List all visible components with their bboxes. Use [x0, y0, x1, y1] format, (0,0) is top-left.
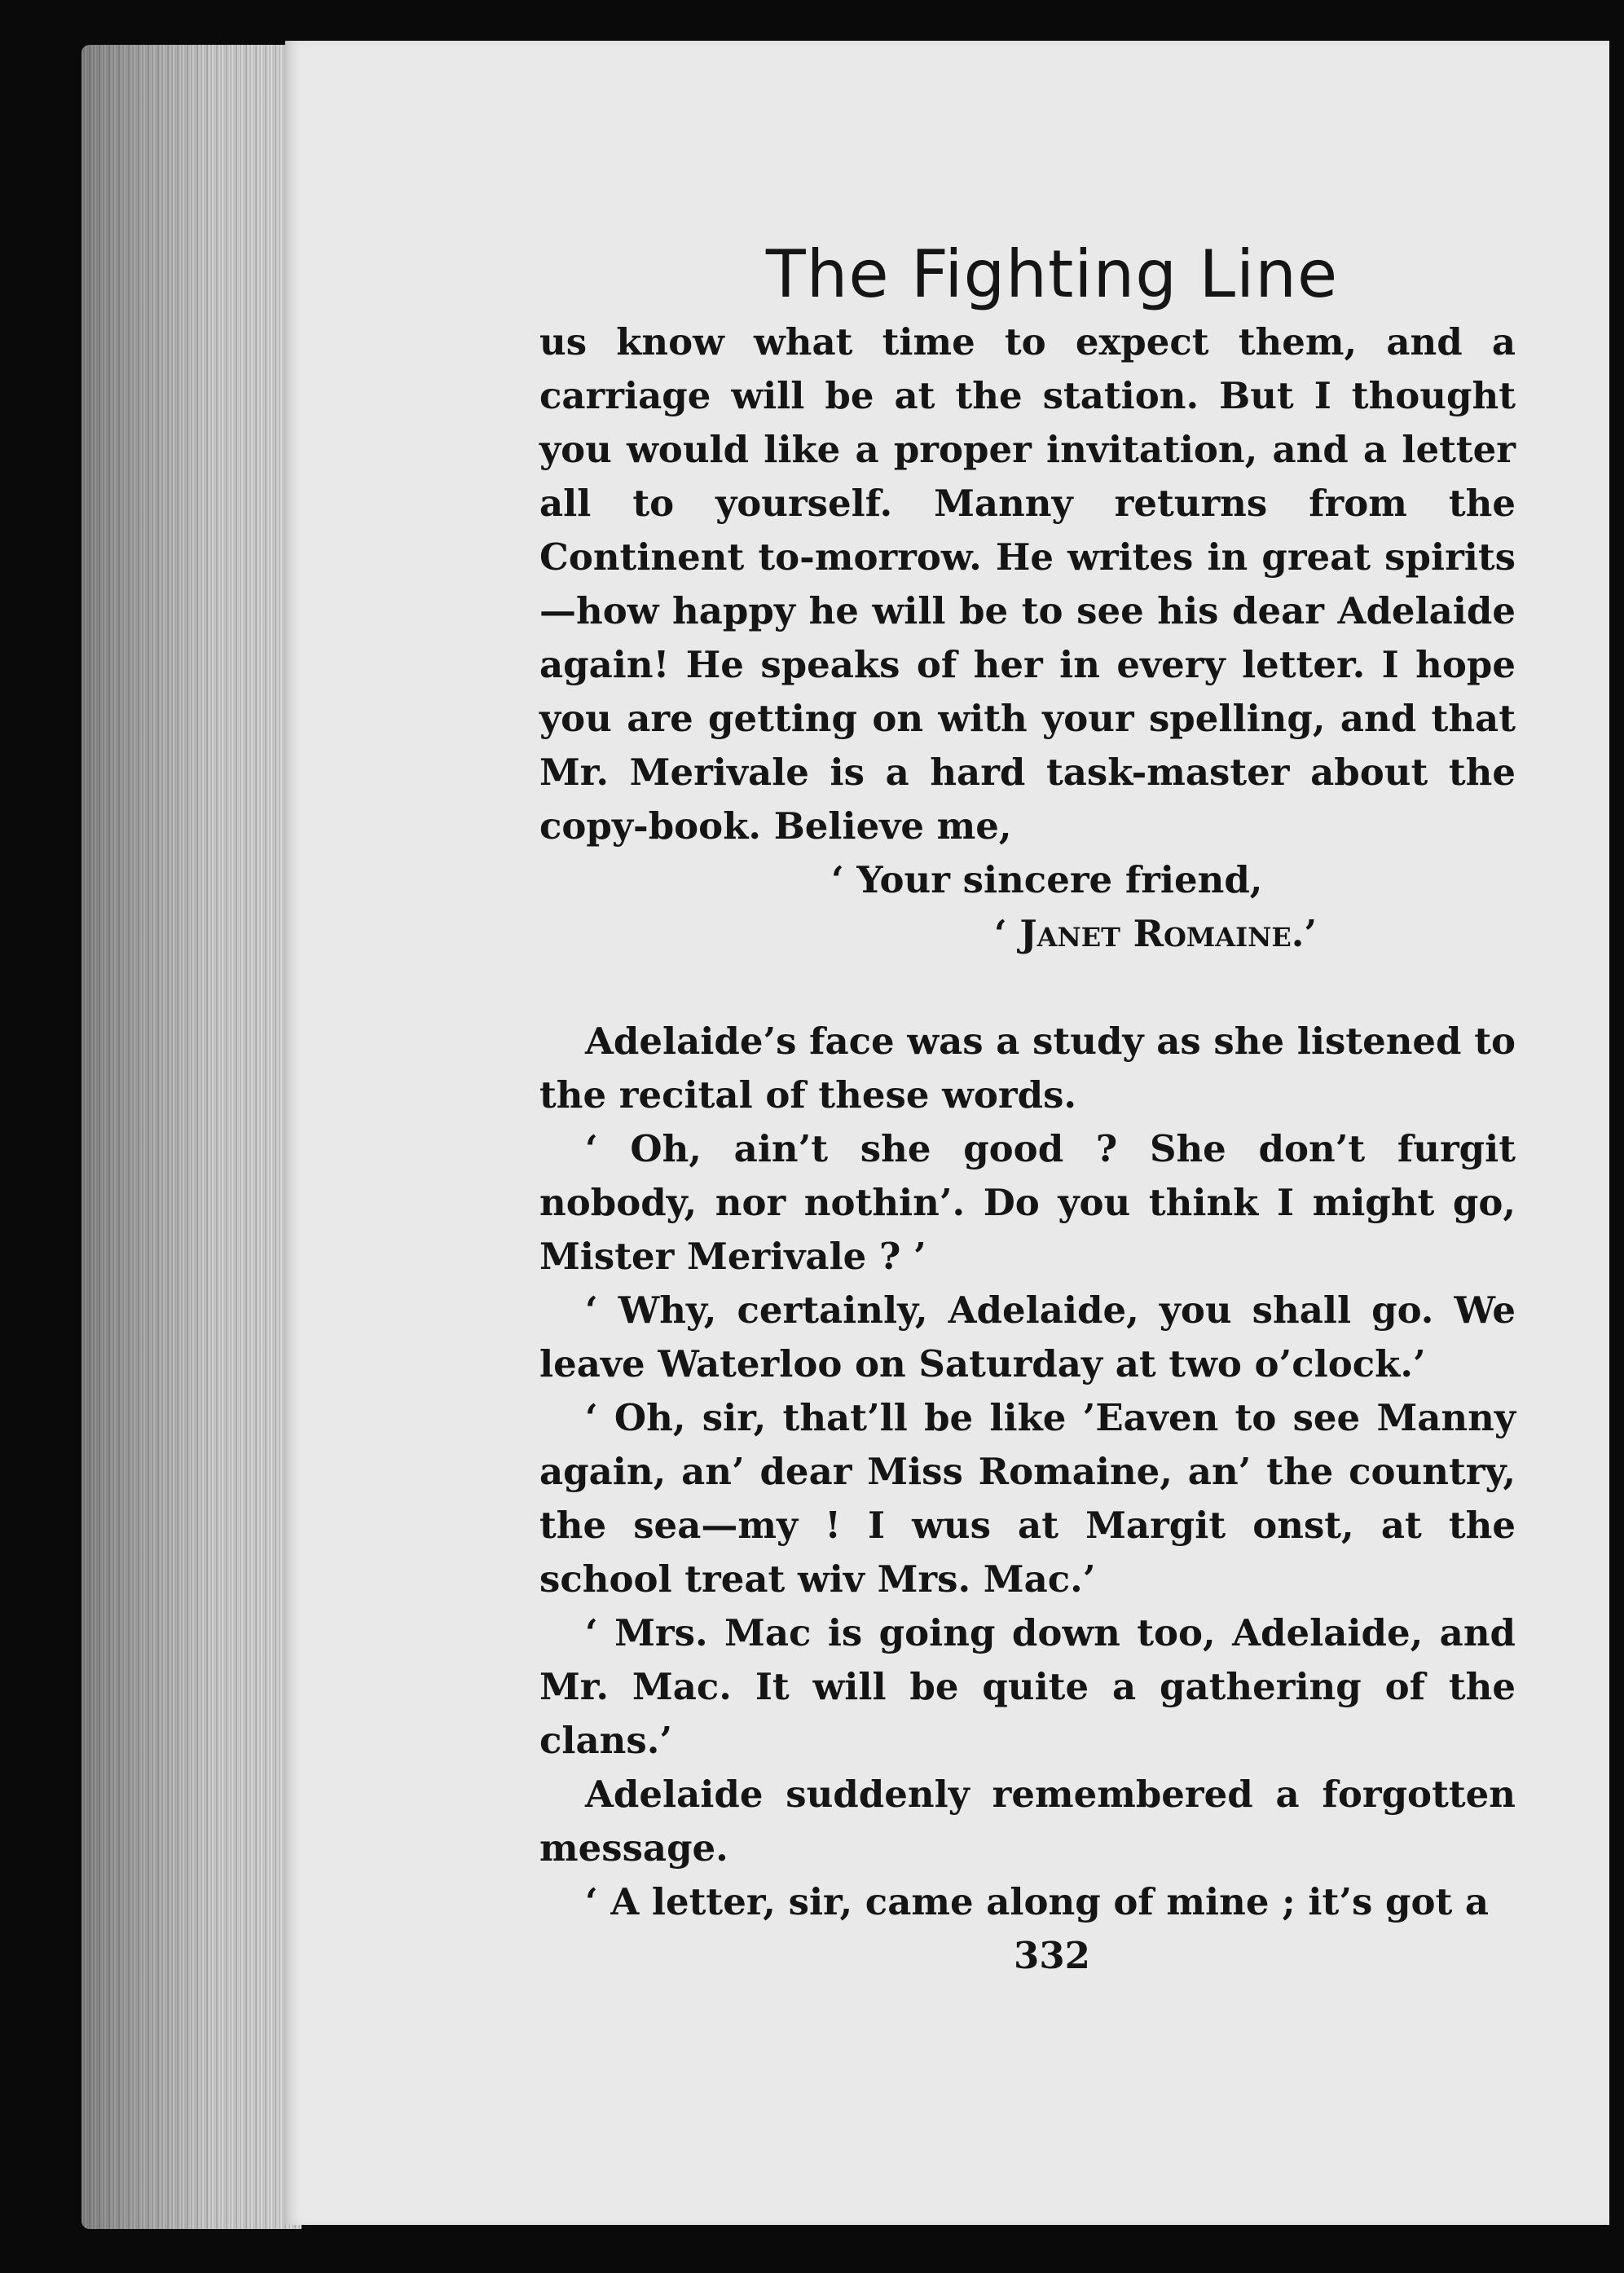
letter-paragraph: us know what time to expect them, and a carriage will be at the station. But I thought you would like a proper invitation, and a letter all to yourself. Manny returns from the Continent to-morrow. He writes in great spirits—how happy he will be to see his dear Adelaide again! He speaks of her in every letter. I hope you are getting on with your spelling, and that Mr. Merivale is a hard task-master about the copy-book. Believe me,: [539, 320, 1516, 848]
page-content: [539, 236, 1516, 1983]
paragraph: Adelaide’s face was a study as she listened to the recital of these words.: [539, 1020, 1516, 1117]
paragraph: ‘ Mrs. Mac is going down too, Adelaide, and Mr. Mac. It will be quite a gathering of the clans.’: [539, 1611, 1516, 1762]
paragraph: Adelaide suddenly remembered a forgotten message.: [539, 1773, 1516, 1870]
section-gap: [539, 961, 1516, 1015]
body-text: [539, 315, 1516, 1929]
page-number: 332: [1014, 1934, 1090, 1977]
paragraph: ‘ Oh, sir, that’ll be like ’Eaven to see Manny again, an’ dear Miss Romaine, an’ the country, the sea—my ! I wus at Margit onst, at the school treat wiv Mrs. Mac.’: [539, 1396, 1516, 1601]
letter-closing: ‘ Your sincere friend,: [831, 858, 1263, 901]
letter-signature: ‘ Janet Romaine.’: [994, 912, 1318, 955]
paragraph: ‘ A letter, sir, came along of mine ; it’s got a: [585, 1880, 1490, 1923]
page: [285, 41, 1609, 2225]
paragraph: ‘ Why, certainly, Adelaide, you shall go. We leave Waterloo on Saturday at two o’clock.’: [539, 1288, 1516, 1385]
paragraph: ‘ Oh, ain’t she good ? She don’t furgit nobody, nor nothin’. Do you think I might go, Mister Merivale ? ’: [539, 1127, 1516, 1278]
book-page-edges: [81, 45, 301, 2229]
running-head: The Fighting Line: [765, 236, 1339, 312]
